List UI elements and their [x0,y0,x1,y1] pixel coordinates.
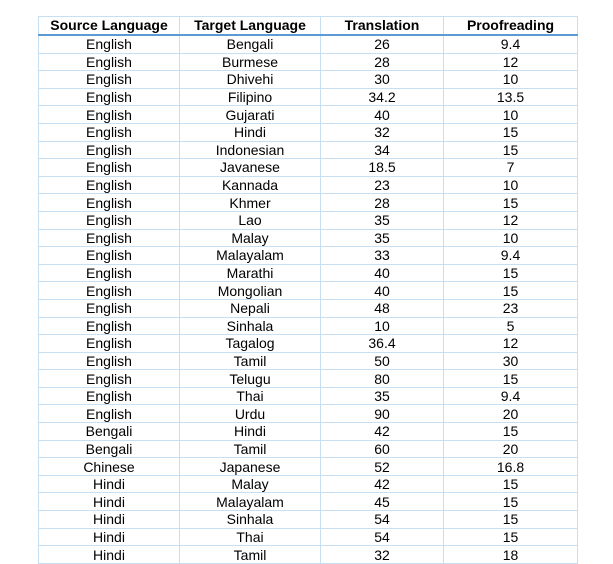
proofreading-cell: 15 [444,511,578,529]
proofreading-cell: 15 [444,282,578,300]
table-row [39,211,578,229]
table-row [39,194,578,212]
source-language-cell: English [39,35,180,53]
table-row [39,370,578,388]
source-language-cell: English [39,211,180,229]
target-language-cell: Dhivehi [180,71,321,89]
table-row [39,405,578,423]
source-language-cell: English [39,405,180,423]
target-language-cell: Urdu [180,405,321,423]
source-language-cell: English [39,159,180,177]
source-language-cell: Chinese [39,458,180,476]
proofreading-cell: 15 [444,370,578,388]
proofreading-cell: 15 [444,194,578,212]
table-row [39,317,578,335]
table-row [39,53,578,71]
target-language-cell: Marathi [180,264,321,282]
translation-cell: 54 [321,511,444,529]
translation-cell: 28 [321,53,444,71]
header-translation: Translation [321,17,444,36]
proofreading-cell: 20 [444,405,578,423]
table-row [39,159,578,177]
table-row [39,335,578,353]
translation-cell: 80 [321,370,444,388]
target-language-cell: Malay [180,229,321,247]
target-language-cell: Malay [180,475,321,493]
table-row [39,229,578,247]
proofreading-cell: 15 [444,423,578,441]
source-language-cell: English [39,106,180,124]
translation-cell: 40 [321,106,444,124]
proofreading-cell: 23 [444,299,578,317]
target-language-cell: Khmer [180,194,321,212]
translation-cell: 28 [321,194,444,212]
table-body [39,35,578,563]
proofreading-cell: 12 [444,211,578,229]
target-language-cell: Filipino [180,88,321,106]
proofreading-cell: 9.4 [444,247,578,265]
proofreading-cell: 15 [444,141,578,159]
target-language-cell: Malayalam [180,493,321,511]
translation-cell: 32 [321,546,444,564]
proofreading-cell: 12 [444,53,578,71]
translation-cell: 33 [321,247,444,265]
target-language-cell: Thai [180,387,321,405]
proofreading-cell: 15 [444,493,578,511]
table-row [39,35,578,53]
translation-cell: 54 [321,528,444,546]
proofreading-cell: 10 [444,106,578,124]
table-row [39,511,578,529]
source-language-cell: English [39,352,180,370]
proofreading-cell: 7 [444,159,578,177]
target-language-cell: Japanese [180,458,321,476]
source-language-cell: Hindi [39,511,180,529]
translation-cell: 45 [321,493,444,511]
table-row [39,458,578,476]
proofreading-cell: 15 [444,475,578,493]
target-language-cell: Nepali [180,299,321,317]
target-language-cell: Malayalam [180,247,321,265]
proofreading-cell: 16.8 [444,458,578,476]
source-language-cell: English [39,335,180,353]
proofreading-cell: 30 [444,352,578,370]
target-language-cell: Burmese [180,53,321,71]
table-row [39,141,578,159]
table-row [39,423,578,441]
source-language-cell: English [39,141,180,159]
translation-cell: 26 [321,35,444,53]
target-language-cell: Sinhala [180,317,321,335]
translation-cell: 90 [321,405,444,423]
translation-cell: 32 [321,123,444,141]
table-row [39,123,578,141]
target-language-cell: Gujarati [180,106,321,124]
proofreading-cell: 9.4 [444,35,578,53]
table-row [39,247,578,265]
proofreading-cell: 13.5 [444,88,578,106]
source-language-cell: English [39,264,180,282]
table-row [39,299,578,317]
source-language-cell: English [39,176,180,194]
proofreading-cell: 10 [444,71,578,89]
translation-cell: 40 [321,264,444,282]
proofreading-cell: 9.4 [444,387,578,405]
proofreading-cell: 10 [444,229,578,247]
proofreading-cell: 18 [444,546,578,564]
table-row [39,546,578,564]
proofreading-cell: 20 [444,440,578,458]
target-language-cell: Javanese [180,159,321,177]
translation-cell: 23 [321,176,444,194]
source-language-cell: English [39,299,180,317]
target-language-cell: Hindi [180,123,321,141]
target-language-cell: Thai [180,528,321,546]
table-row [39,352,578,370]
table-row [39,282,578,300]
translation-cell: 42 [321,423,444,441]
source-language-cell: English [39,317,180,335]
source-language-cell: English [39,229,180,247]
source-language-cell: English [39,370,180,388]
target-language-cell: Hindi [180,423,321,441]
translation-cell: 34 [321,141,444,159]
target-language-cell: Mongolian [180,282,321,300]
header-source-language: Source Language [39,17,180,36]
target-language-cell: Telugu [180,370,321,388]
source-language-cell: English [39,88,180,106]
target-language-cell: Tamil [180,352,321,370]
source-language-cell: Bengali [39,440,180,458]
table-header [39,17,578,36]
source-language-cell: English [39,387,180,405]
translation-cell: 35 [321,211,444,229]
target-language-cell: Kannada [180,176,321,194]
rate-table-container [38,16,577,563]
translation-cell: 40 [321,282,444,300]
proofreading-cell: 15 [444,123,578,141]
header-row [39,17,578,36]
source-language-cell: Hindi [39,546,180,564]
translation-cell: 42 [321,475,444,493]
translation-cell: 50 [321,352,444,370]
translation-cell: 35 [321,229,444,247]
target-language-cell: Tamil [180,546,321,564]
table-row [39,88,578,106]
translation-cell: 60 [321,440,444,458]
translation-cell: 48 [321,299,444,317]
table-row [39,71,578,89]
source-language-cell: Hindi [39,528,180,546]
table-row [39,528,578,546]
rate-table [38,16,578,564]
translation-cell: 18.5 [321,159,444,177]
table-row [39,176,578,194]
proofreading-cell: 10 [444,176,578,194]
table-row [39,475,578,493]
target-language-cell: Indonesian [180,141,321,159]
table-row [39,387,578,405]
translation-cell: 10 [321,317,444,335]
translation-cell: 52 [321,458,444,476]
source-language-cell: English [39,282,180,300]
target-language-cell: Bengali [180,35,321,53]
proofreading-cell: 12 [444,335,578,353]
source-language-cell: Hindi [39,493,180,511]
translation-cell: 34.2 [321,88,444,106]
proofreading-cell: 15 [444,528,578,546]
translation-cell: 30 [321,71,444,89]
table-row [39,440,578,458]
source-language-cell: English [39,123,180,141]
target-language-cell: Lao [180,211,321,229]
source-language-cell: Bengali [39,423,180,441]
proofreading-cell: 5 [444,317,578,335]
target-language-cell: Tagalog [180,335,321,353]
source-language-cell: English [39,247,180,265]
header-proofreading: Proofreading [444,17,578,36]
table-row [39,264,578,282]
source-language-cell: Hindi [39,475,180,493]
translation-cell: 36.4 [321,335,444,353]
proofreading-cell: 15 [444,264,578,282]
header-target-language: Target Language [180,17,321,36]
source-language-cell: English [39,194,180,212]
target-language-cell: Tamil [180,440,321,458]
source-language-cell: English [39,71,180,89]
table-row [39,106,578,124]
target-language-cell: Sinhala [180,511,321,529]
source-language-cell: English [39,53,180,71]
table-row [39,493,578,511]
translation-cell: 35 [321,387,444,405]
